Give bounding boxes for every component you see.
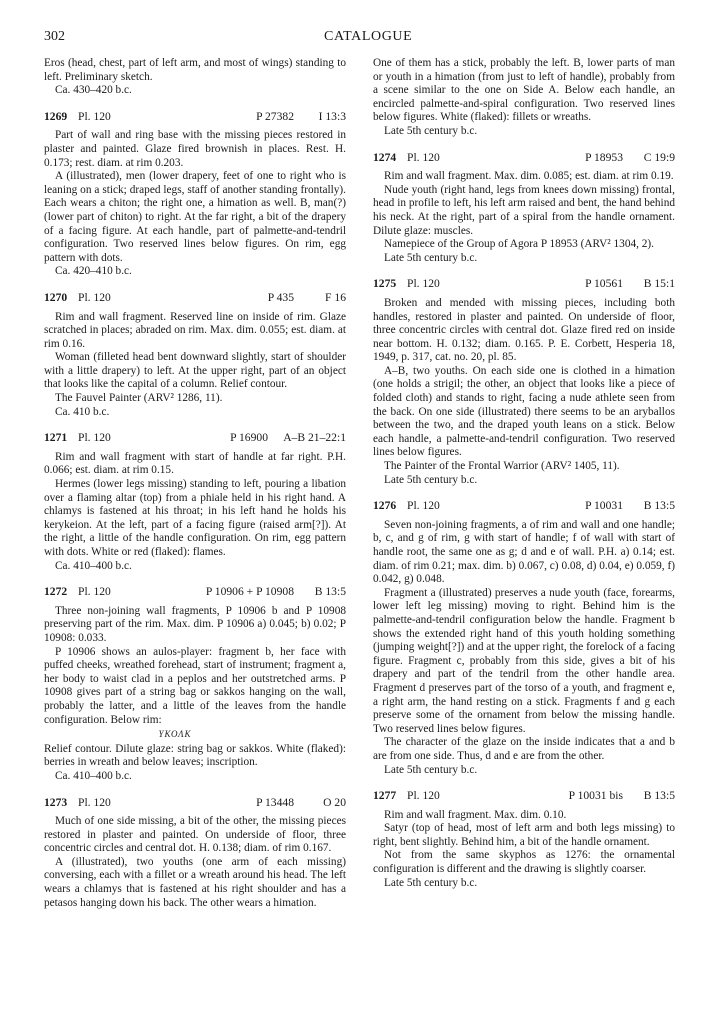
entry-date: Late 5th century b.c. bbox=[384, 876, 478, 889]
entry-description: A (illustrated), men (lower drapery, feet of one to right who is leaning on a stick; draped legs, staff of another standing frontally). Each wears a chiton; the right one, a himation as well. B, man(?) (lower part of chiton) to right. At the far right, a bit of the drapery of a facing figure. At each handle, part of palmette-and-tendril configuration. Two reserved lines below figures. On rim, egg pattern with dots. bbox=[44, 170, 346, 264]
entry-header bbox=[373, 277, 675, 291]
entry-description: Relief contour. Dilute glaze: string bag or sakkos. White (flaked): berries in wreath and below leaves; inscription. bbox=[44, 742, 346, 769]
entry-date: Ca. 410–400 b.c. bbox=[55, 559, 132, 572]
entry-description: Nude youth (right hand, legs from knees down missing) frontal, head in profile to left, his left arm raised and bent, the hand behind his neck. At the right, part of a spiral from the handle ornament. Dilute glaze: muscles. bbox=[373, 183, 675, 237]
plate-ref: Pl. 120 bbox=[407, 277, 440, 291]
entry-header bbox=[44, 291, 346, 305]
entry-description: Woman (filleted head bent downward slightly, start of shoulder with a little drapery) to left. At the upper right, part of an object that looks like the capital of a column. Relief contour. bbox=[44, 351, 346, 391]
entry-header bbox=[44, 796, 346, 810]
catalogue-entry-1277 bbox=[373, 789, 675, 890]
intro-text: Eros (head, chest, part of left arm, and most of wings) standing to left. Preliminary sketch. bbox=[44, 57, 346, 83]
inventory-number: P 10906 + P 10908 bbox=[205, 585, 294, 599]
entry-description: Rim and wall fragment with start of handle at far right. P.H. 0.066; est. diam. at rim 0.15. bbox=[44, 450, 346, 477]
entry-number: 1274 bbox=[373, 150, 397, 164]
running-head: CATALOGUE bbox=[324, 29, 413, 44]
entry-header bbox=[373, 499, 675, 513]
intro-date: Ca. 430–420 b.c. bbox=[55, 84, 132, 97]
inventory-number: P 10031 bbox=[585, 499, 623, 513]
page-number: 302 bbox=[44, 29, 65, 44]
attribution: The Fauvel Painter (ARV² 1286, 11). bbox=[55, 392, 223, 405]
entry-description: Rim and wall fragment. Max. dim. 0.085; est. diam. at rim 0.19. bbox=[384, 170, 674, 183]
entry-number: 1272 bbox=[44, 585, 68, 599]
deposit-location: F 16 bbox=[325, 290, 346, 304]
plate-ref: Pl. 120 bbox=[407, 499, 440, 513]
plate-ref: Pl. 120 bbox=[78, 585, 111, 599]
inventory-number: P 16900 bbox=[230, 431, 268, 445]
continued-description-1273: One of them has a stick, probably the left. B, lower parts of man or youth in a himation (from just to left of handle), probably from a scene similar to the one on Side A. Below each handle, an encircled palmette-and-spiral configuration. Two reserved lines below figures. White (flaked): fillets or wreaths. bbox=[373, 57, 675, 124]
catalogue-entry-1274 bbox=[373, 151, 675, 266]
entry-description: Satyr (top of head, most of left arm and both legs missing) to right, bent slightly. Behind him, a bit of the handle ornament. bbox=[373, 822, 675, 848]
inventory-number: P 435 bbox=[267, 290, 294, 304]
entry-description: Part of wall and ring base with the missing pieces restored in plaster and painted. Glaze fired brownish in places. Rest. H. 0.173; rest. diam. at rim 0.203. bbox=[44, 129, 346, 169]
entry-header bbox=[373, 789, 675, 803]
entry-description: Three non-joining wall fragments, P 10906 b and P 10908 preserving part of the rim. Max. dim. P 10906 a) 0.045; b) 0.02; P 10908: 0.033. bbox=[44, 604, 346, 644]
entry-number: 1270 bbox=[44, 290, 68, 304]
entry-number: 1271 bbox=[44, 431, 68, 445]
entry-date: Ca. 420–410 b.c. bbox=[55, 265, 132, 278]
plate-ref: Pl. 120 bbox=[78, 109, 111, 123]
entry-date: Ca. 410–400 b.c. bbox=[55, 769, 132, 782]
entry-number: 1276 bbox=[373, 499, 397, 513]
catalogue-entry-1271 bbox=[44, 431, 346, 573]
entry-date: Late 5th century b.c. bbox=[384, 251, 478, 264]
inventory-number: P 27382 bbox=[256, 109, 294, 123]
inventory-number: P 13448 bbox=[256, 795, 294, 809]
entry-number: 1269 bbox=[44, 109, 68, 123]
catalogue-entry-1272 bbox=[44, 585, 346, 783]
entry-number: 1277 bbox=[373, 789, 397, 803]
entry-header bbox=[44, 585, 346, 599]
entry-number: 1275 bbox=[373, 277, 397, 291]
right-column bbox=[373, 57, 675, 890]
attribution: Namepiece of the Group of Agora P 18953 (ARV² 1304, 2). bbox=[384, 238, 654, 251]
deposit-location: B 15:1 bbox=[643, 277, 675, 291]
deposit-location: C 19:9 bbox=[643, 150, 675, 164]
entry-header bbox=[44, 110, 346, 124]
entry-description: Much of one side missing, a bit of the other, the missing pieces restored in plaster and painted. On underside of floor, three concentric circles and central dot. H. 0.138; diam. of rim 0.167. bbox=[44, 815, 346, 855]
catalogue-entry-1276 bbox=[373, 499, 675, 777]
plate-ref: Pl. 120 bbox=[78, 290, 111, 304]
entry-description: A (illustrated), two youths (one arm of each missing) conversing, each with a fillet or a wreath around his head. The left wears a chlamys that is fastened at his right shoulder and has a petasos hanging down his back. The other wears a himation. bbox=[44, 855, 346, 909]
entry-header bbox=[373, 151, 675, 165]
entry-number: 1273 bbox=[44, 795, 68, 809]
entry-header bbox=[44, 431, 346, 445]
entry-description: Fragment a (illustrated) preserves a nude youth (face, forearms, lower left leg missing) moving to right. Behind him is the palmette-and-tendril configuration below the handle. Fragment b shows the extended right hand of this youth holding something (jumping weight[?]) and at the upper right, the forelock of a facing figure. Fragment c, probably from this side, gives a bit of his drapery and part of the tendril from the other handle area. Fragment d preserves part of the torso of a youth, and fragment e, a right arm, the hand resting on a stick. Fragments f and g each preserve some of the ornament from below the missing handle. Two reserved lines below figures. bbox=[373, 586, 675, 735]
deposit-location: A–B 21–22:1 bbox=[283, 431, 346, 445]
plate-ref: Pl. 120 bbox=[78, 795, 111, 809]
catalogue-entry-1270 bbox=[44, 291, 346, 419]
deposit-location: O 20 bbox=[323, 795, 346, 809]
inventory-number: P 18953 bbox=[585, 150, 623, 164]
left-column bbox=[44, 57, 346, 910]
plate-ref: Pl. 120 bbox=[407, 150, 440, 164]
entry-date: Late 5th century b.c. bbox=[384, 763, 478, 776]
catalogue-entry-1273 bbox=[44, 796, 346, 911]
entry-date: Ca. 410 b.c. bbox=[55, 405, 110, 418]
attribution: The Painter of the Frontal Warrior (ARV² 1405, 11). bbox=[384, 460, 620, 473]
entry-date: Late 5th century b.c. bbox=[384, 473, 478, 486]
plate-ref: Pl. 120 bbox=[78, 431, 111, 445]
entry-description: The character of the glaze on the inside indicates that a and b are from one side. Thus, d and e are from the other. bbox=[373, 736, 675, 762]
inscription-graffito: ΥΚΟΛΚ bbox=[158, 729, 192, 740]
catalogue-entry-1269 bbox=[44, 110, 346, 279]
inventory-number: P 10031 bis bbox=[568, 789, 623, 803]
entry-description: P 10906 shows an aulos-player: fragment b, her face with puffed cheeks, wreathed forehead, start of instrument; fragment a, her body to waist clad in a peplos and her outstretched arms. P 10908 gives part of a string bag or sakkos hanging on the wall, probably the latter, and a little of the leaves from the handle configuration. Below rim: bbox=[44, 645, 346, 726]
inventory-number: P 10561 bbox=[585, 277, 623, 291]
entry-description: Rim and wall fragment. Reserved line on inside of rim. Glaze scratched in places; abraded on rim. Max. dim. 0.055; est. diam. at rim 0.16. bbox=[44, 310, 346, 350]
entry-description: Rim and wall fragment. Max. dim. 0.10. bbox=[384, 808, 567, 821]
plate-ref: Pl. 120 bbox=[407, 789, 440, 803]
deposit-location: B 13:5 bbox=[643, 789, 675, 803]
entry-description: Hermes (lower legs missing) standing to left, pouring a libation over a flaming altar (top) from a phiale held in his right hand. A chlamys is fastened at his throat; in his left hand he holds his kerykeion. At the left, part of a facing figure (raised arm[?]). At the right, a little of the handle configuration. On rim, egg pattern with dots. White or red (flaked): flames. bbox=[44, 478, 346, 558]
entry-description: Seven non-joining fragments, a of rim and wall and one handle; b, c, and g of rim, g with start of handle; f of wall with start of handle root, the same one as g; d and e of wall. P.H. a) 0.14; est. diam. of rim 0.21; max. dim. b) 0.067, c) 0.08, d) 0.04, e) 0.059, f) 0.042, g) 0.048. bbox=[373, 518, 675, 586]
entry-date: Late 5th century b.c. bbox=[384, 124, 478, 137]
catalogue-entry-1275 bbox=[373, 277, 675, 487]
entry-description: Broken and mended with missing pieces, including both handles, restored in plaster and painted. On underside of floor, three concentric circles with central dot. Glaze fired red on inside near bottom. H. 0.132; diam. 0.165. P. E. Corbett, Hesperia 18, 1949, p. 317, cat. no. 20, pl. 85. bbox=[373, 296, 675, 364]
deposit-location: B 13:5 bbox=[314, 585, 346, 599]
entry-description: Not from the same skyphos as 1276: the ornamental configuration is different and the drawing is slightly coarser. bbox=[373, 849, 675, 876]
deposit-location: I 13:3 bbox=[318, 109, 346, 123]
deposit-location: B 13:5 bbox=[643, 499, 675, 513]
entry-description: A–B, two youths. On each side one is clothed in a himation (one holds a strigil; the other, an object that looks like a piece of folded cloth) and stands to right, facing a nude athlete seen from the back. On one side (illustrated) there seems to be an aryballos between the two, and the draped youth leans on a stick. Below each handle, a palmette-and-tendril configuration. Two reserved lines below figures. bbox=[373, 364, 675, 459]
